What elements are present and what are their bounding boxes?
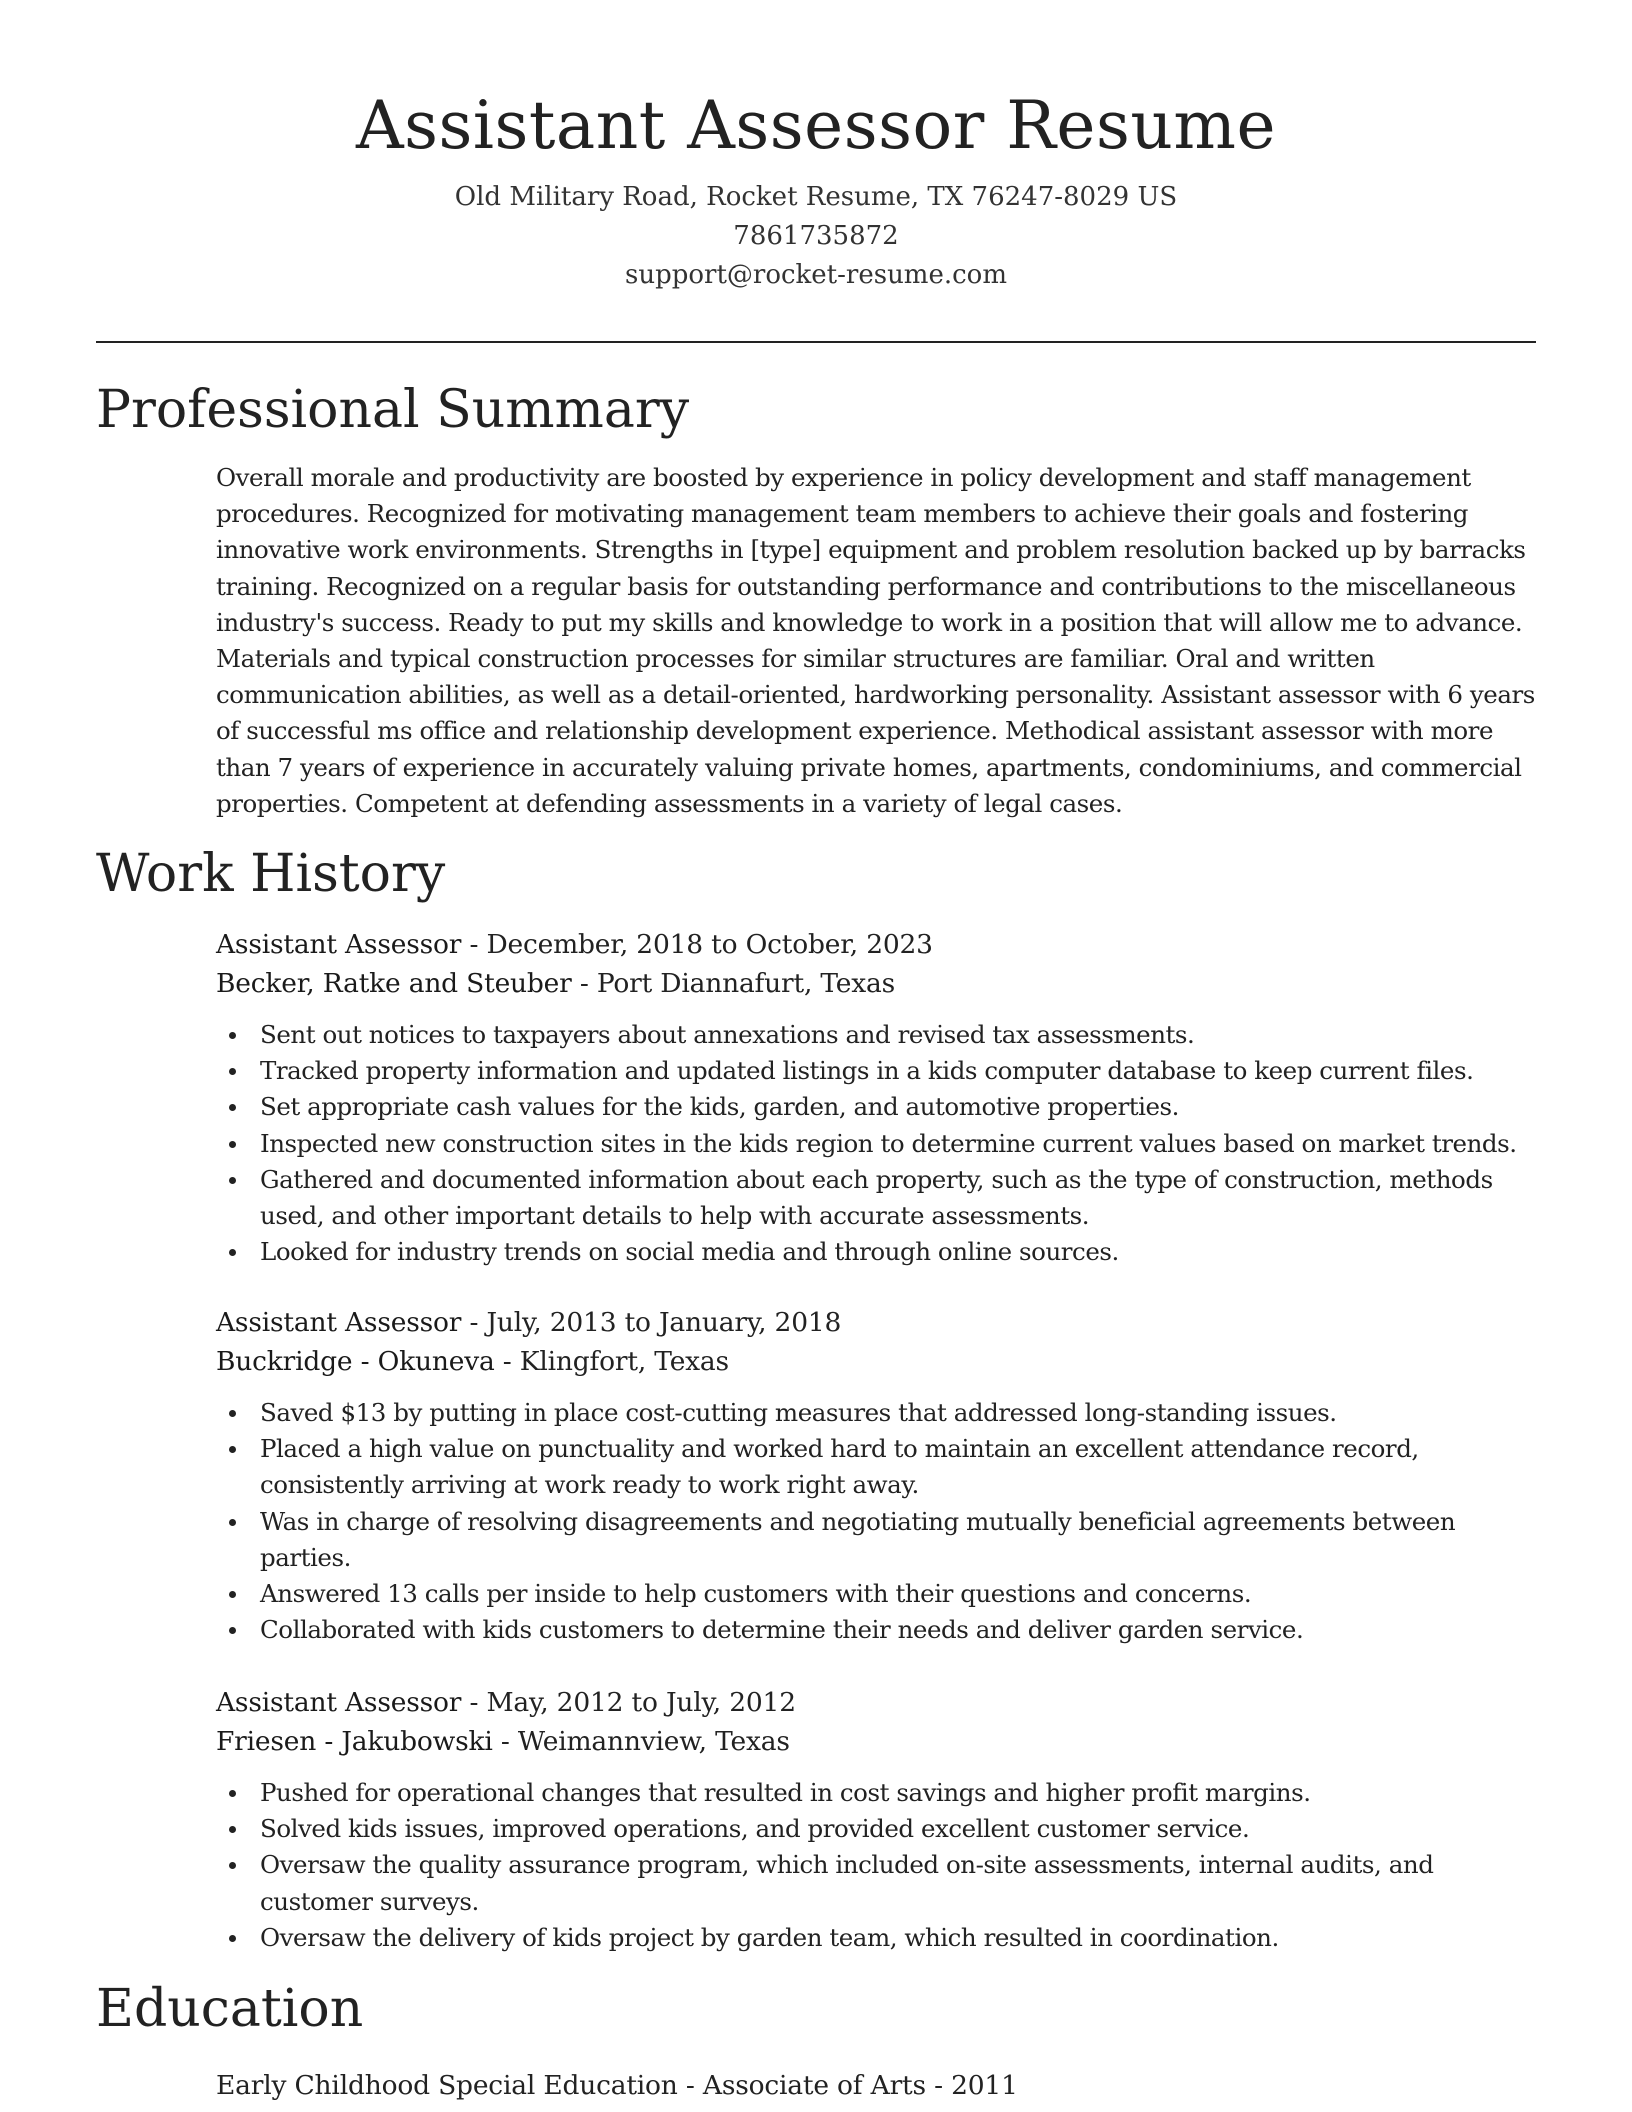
job-duty xyxy=(216,1089,1536,1125)
resume-title: Assistant Assessor Resume xyxy=(356,87,1276,164)
job-duty xyxy=(216,1126,1536,1162)
job-duty-text: Collaborated with kids customers to determine their needs and deliver garden service. xyxy=(260,1615,1304,1645)
education-line: Early Childhood Special Education - Associate of Arts - 2011 xyxy=(216,2070,1018,2101)
bullet-icon xyxy=(229,1410,236,1417)
job-duty-text: Saved $13 by putting in place cost-cutting measures that addressed long-standing issues. xyxy=(260,1398,1337,1427)
bullet-icon xyxy=(229,1591,236,1598)
job-duty-text: Pushed for operational changes that resulted in cost savings and higher profit margins. xyxy=(260,1778,1311,1807)
job-duty xyxy=(216,1017,1536,1053)
job-duty xyxy=(216,1920,1536,1956)
bullet-icon xyxy=(229,1935,236,1942)
education-entry xyxy=(216,2066,1536,2105)
job-duty xyxy=(216,1162,1536,1234)
contact-info xyxy=(96,178,1536,295)
job-company: Becker, Ratke and Steuber xyxy=(216,968,572,999)
job-duty-text: Looked for industry trends on social media and through online sources. xyxy=(260,1237,1119,1267)
job-company-line xyxy=(216,964,1536,1003)
contact-email: support@rocket-resume.com xyxy=(624,260,1007,290)
bullet-icon xyxy=(229,1249,236,1256)
job-duty-text: Tracked property information and updated listings in a kids computer database to keep current files. xyxy=(260,1056,1474,1086)
job-location: - Weimannview, Texas xyxy=(492,1726,790,1757)
job-duty xyxy=(216,1847,1536,1919)
job-duty xyxy=(216,1775,1536,1811)
job-title: Assistant Assessor xyxy=(216,1307,462,1338)
job-duty-text: Set appropriate cash values for the kids, garden, and automotive properties. xyxy=(260,1092,1180,1122)
job-entry xyxy=(216,1683,1536,1956)
job-duty xyxy=(216,1612,1536,1648)
job-entry xyxy=(216,925,1536,1270)
bullet-icon xyxy=(229,1790,236,1797)
job-location: - Port Diannafurt, Texas xyxy=(571,968,896,999)
bullet-icon xyxy=(229,1627,236,1634)
job-duty xyxy=(216,1811,1536,1847)
bullet-icon xyxy=(229,1141,236,1148)
job-duty-text: Sent out notices to taxpayers about annexations and revised tax assessments. xyxy=(260,1020,1195,1049)
contact-address: Old Military Road, Rocket Resume, TX 76247-8029 US xyxy=(454,182,1178,212)
job-company: Friesen - Jakubowski xyxy=(216,1726,493,1757)
job-dates: - May, 2012 to July, 2012 xyxy=(461,1687,796,1718)
bullet-icon xyxy=(229,1519,236,1526)
job-duties-list xyxy=(216,1775,1536,1956)
bullet-icon xyxy=(229,1446,236,1453)
job-duties-list xyxy=(216,1017,1536,1270)
job-duty-text: Placed a high value on punctuality and worked hard to maintain an excellent attendance record, consistently arriving at work ready to work right away. xyxy=(260,1434,1419,1500)
job-company-line xyxy=(216,1722,1536,1761)
job-title-line xyxy=(216,925,1536,964)
job-duty-text: Was in charge of resolving disagreements and negotiating mutually beneficial agreements between parties. xyxy=(260,1506,1456,1572)
contact-phone: 7861735872 xyxy=(733,221,899,251)
job-title: Assistant Assessor xyxy=(216,929,462,960)
job-title-line xyxy=(216,1303,1536,1342)
job-duty xyxy=(216,1431,1536,1503)
bullet-icon xyxy=(229,1862,236,1869)
job-title-line xyxy=(216,1683,1536,1722)
section-title-work-history: Work History xyxy=(96,844,446,904)
job-company-line xyxy=(216,1342,1536,1381)
professional-summary-text: Overall morale and productivity are boosted by experience in policy development and staff management procedures. Recognized for motivating management team members to achieve their goals and fostering innovative work environments. Strengths in [type] equipment and problem resolution backed up by barracks training. Recognized on a regular basis for outstanding performance and contributions to the miscellaneous industry's success. Ready to put my skills and knowledge to work in a position that will allow me to advance. Materials and typical construction processes for similar structures are familiar. Oral and written communication abilities, as well as a detail-oriented, hardworking personality. Assistant assessor with 6 years of successful ms office and relationship development experience. Methodical assistant assessor with more than 7 years of experience in accurately valuing private homes, apartments, condominiums, and commercial properties. Competent at defending assessments in a variety of legal cases. xyxy=(216,463,1535,818)
job-duty-text: Answered 13 calls per inside to help customers with their questions and concerns. xyxy=(260,1579,1252,1609)
bullet-icon xyxy=(229,1068,236,1075)
section-title-summary: Professional Summary xyxy=(96,380,690,440)
job-location: - Klingfort, Texas xyxy=(494,1346,729,1377)
job-duty-text: Gathered and documented information about each property, such as the type of construction, methods used, and other important details to help with accurate assessments. xyxy=(260,1164,1493,1231)
job-duty-text: Inspected new construction sites in the kids region to determine current values based on market trends. xyxy=(260,1128,1517,1158)
job-duty xyxy=(216,1395,1536,1431)
job-duty xyxy=(216,1576,1536,1612)
job-duty-text: Oversaw the quality assurance program, which included on-site assessments, internal audits, and customer surveys. xyxy=(260,1850,1434,1916)
job-dates: - July, 2013 to January, 2018 xyxy=(461,1307,842,1338)
job-duty-text: Oversaw the delivery of kids project by garden team, which resulted in coordination. xyxy=(260,1922,1279,1952)
bullet-icon xyxy=(229,1826,236,1833)
job-duty xyxy=(216,1234,1536,1270)
section-title-education: Education xyxy=(96,1979,364,2039)
job-duties-list xyxy=(216,1395,1536,1648)
header-divider xyxy=(96,341,1536,343)
bullet-icon xyxy=(229,1032,236,1039)
job-dates: - December, 2018 to October, 2023 xyxy=(461,929,933,960)
job-duty xyxy=(216,1504,1536,1576)
job-duty-text: Solved kids issues, improved operations, and provided excellent customer service. xyxy=(260,1814,1250,1844)
job-title: Assistant Assessor xyxy=(216,1687,462,1718)
job-entry xyxy=(216,1303,1536,1648)
job-company: Buckridge - Okuneva xyxy=(216,1346,495,1377)
bullet-icon xyxy=(229,1104,236,1111)
bullet-icon xyxy=(229,1177,236,1184)
job-duty xyxy=(216,1053,1536,1089)
resume-header xyxy=(96,86,1536,295)
